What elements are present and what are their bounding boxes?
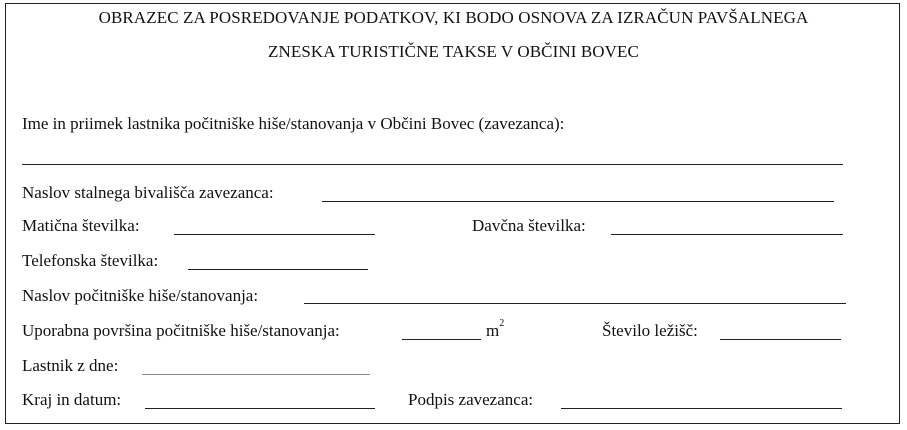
owner-name-field[interactable] [22, 164, 843, 165]
owner-since-label: Lastnik z dne: [22, 356, 119, 375]
beds-label: Število ležišč: [602, 321, 698, 340]
owner-since-field[interactable] [142, 374, 370, 375]
form-border [5, 3, 900, 424]
form-title-line-1: OBRAZEC ZA POSREDOVANJE PODATKOV, KI BODO OSNOVA ZA IZRAČUN PAVŠALNEGA [98, 8, 809, 27]
place-date-label: Kraj in datum: [22, 390, 122, 409]
floor-area-field[interactable] [402, 339, 481, 340]
floor-area-label: Uporabna površina počitniške hiše/stanovanja: [22, 321, 340, 340]
address-label: Naslov stalnega bivališča zavezanca: [22, 183, 274, 202]
form-title-line-2: ZNESKA TURISTIČNE TAKSE V OBČINI BOVEC [268, 42, 639, 61]
registration-number-field[interactable] [174, 234, 375, 235]
signature-label: Podpis zavezanca: [408, 390, 534, 409]
floor-area-unit: $m^2$ [486, 318, 505, 340]
property-address-field[interactable] [304, 303, 846, 304]
owner-name-label: Ime in priimek lastnika počitniške hiše/stanovanja v Občini Bovec (zavezanca): [22, 114, 565, 133]
floor-area-unit-exponent: 2 [499, 318, 505, 330]
address-field[interactable] [322, 201, 834, 202]
property-address-label: Naslov počitniške hiše/stanovanja: [22, 286, 259, 305]
beds-field[interactable] [720, 339, 841, 340]
place-date-field[interactable] [145, 408, 375, 409]
registration-number-label: Matična številka: [22, 216, 140, 235]
tax-number-label: Davčna številka: [472, 216, 586, 235]
tax-number-field[interactable] [611, 234, 843, 235]
phone-field[interactable] [188, 269, 368, 270]
phone-label: Telefonska številka: [22, 251, 159, 270]
signature-field[interactable] [561, 408, 842, 409]
